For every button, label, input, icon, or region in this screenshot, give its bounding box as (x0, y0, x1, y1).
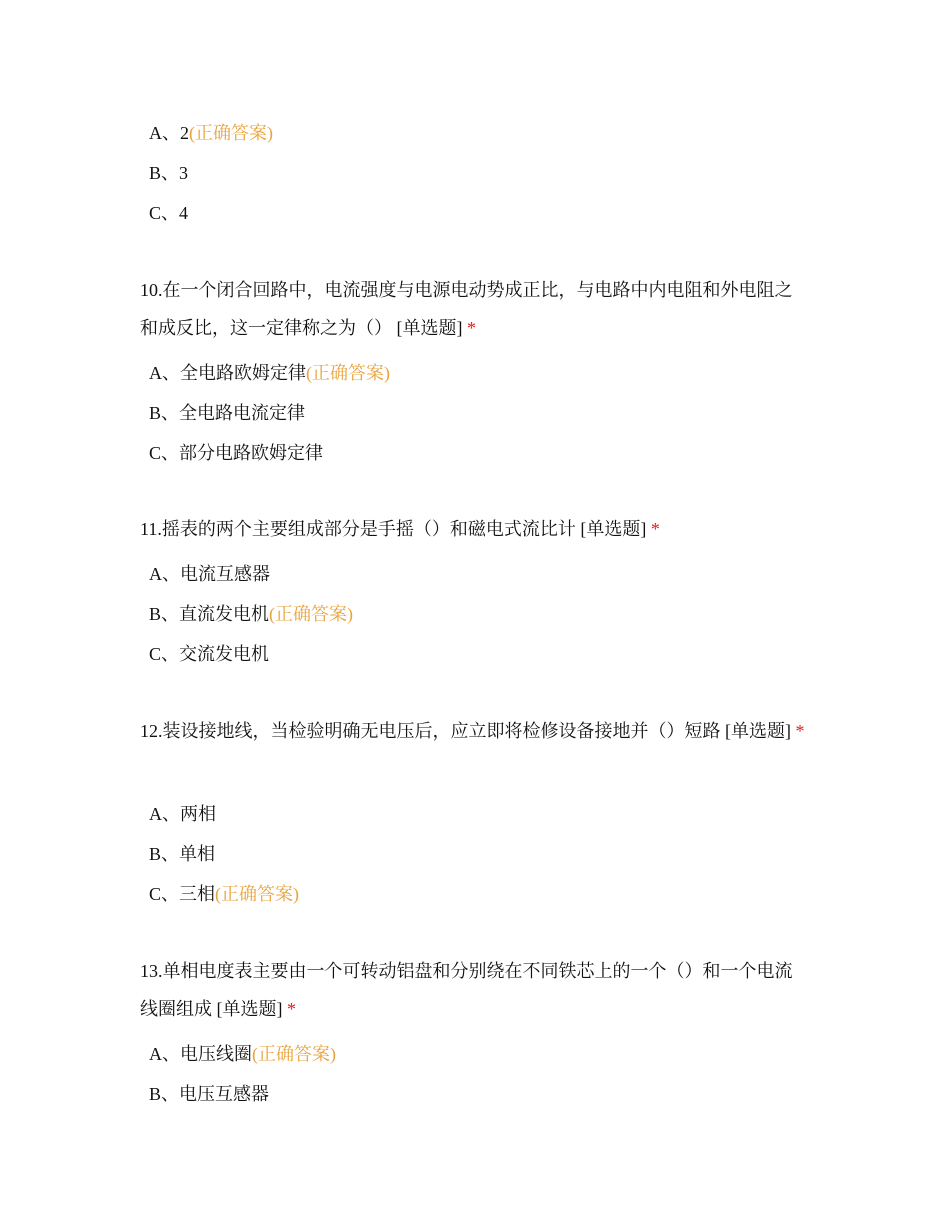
option-key: C、 (149, 203, 180, 223)
question-13 (140, 952, 805, 1028)
option-key: A、 (149, 363, 180, 383)
required-mark: * (467, 318, 476, 338)
option-text: 4 (179, 203, 189, 223)
option-key: A、 (149, 804, 180, 824)
option-text: 部分电路欧姆定律 (179, 443, 324, 463)
question-text: 12.装设接地线，当检验明确无电压后，应立即将检修设备接地并（）短路 [单选题] (140, 721, 791, 741)
option-text: 单相 (179, 844, 216, 864)
correct-answer-label: (正确答案) (252, 1044, 336, 1064)
option-text: 电流互感器 (180, 564, 270, 584)
option-key: C、 (149, 884, 180, 904)
q9-option-a (149, 121, 273, 145)
option-text: 三相 (179, 884, 216, 904)
q10-option-c (149, 441, 323, 465)
option-text: 两相 (180, 804, 216, 824)
correct-answer-label: (正确答案) (189, 123, 273, 143)
q11-option-b (149, 602, 353, 626)
option-text: 交流发电机 (179, 644, 270, 664)
q11-option-c (149, 642, 269, 666)
option-key: C、 (149, 443, 180, 463)
option-key: B、 (149, 1084, 180, 1104)
required-mark: * (795, 721, 805, 741)
question-12 (140, 712, 805, 750)
option-text: 2 (180, 123, 189, 143)
option-text: 电压线圈 (180, 1044, 252, 1064)
q12-option-b (149, 842, 215, 866)
option-key: A、 (149, 123, 180, 143)
question-text: 11.摇表的两个主要组成部分是手摇（）和磁电式流比计 [单选题] (140, 519, 647, 539)
option-text: 全电路欧姆定律 (180, 363, 306, 383)
correct-answer-label: (正确答案) (269, 604, 354, 624)
correct-answer-label: (正确答案) (306, 363, 390, 383)
option-key: B、 (149, 604, 180, 624)
q10-option-b (149, 401, 305, 425)
question-text: 10.在一个闭合回路中，电流强度与电源电动势成正比，与电路中内电阻和外电阻之和成反比，这一定律称之为（） [单选题] (140, 280, 793, 338)
option-key: C、 (149, 644, 180, 664)
q10-option-a (149, 361, 390, 385)
option-key: A、 (149, 564, 180, 584)
correct-answer-label: (正确答案) (215, 884, 300, 904)
option-text: 全电路电流定律 (179, 403, 306, 423)
question-10 (140, 271, 805, 347)
q9-option-b (149, 161, 188, 185)
option-key: B、 (149, 844, 180, 864)
option-key: B、 (149, 163, 180, 183)
q11-option-a (149, 562, 270, 586)
option-key: A、 (149, 1044, 180, 1064)
q13-option-b (149, 1082, 269, 1106)
required-mark: * (650, 519, 660, 539)
q13-option-a (149, 1042, 336, 1066)
q12-option-c (149, 882, 299, 906)
question-11 (140, 510, 805, 548)
q12-option-a (149, 802, 216, 826)
option-text: 直流发电机 (179, 604, 270, 624)
q9-option-c (149, 201, 188, 225)
required-mark: * (287, 999, 296, 1019)
option-key: B、 (149, 403, 180, 423)
option-text: 电压互感器 (179, 1084, 270, 1104)
option-text: 3 (179, 163, 189, 183)
question-text: 13.单相电度表主要由一个可转动铝盘和分别绕在不同铁芯上的一个（）和一个电流线圈组成 [单选题] (140, 961, 793, 1019)
